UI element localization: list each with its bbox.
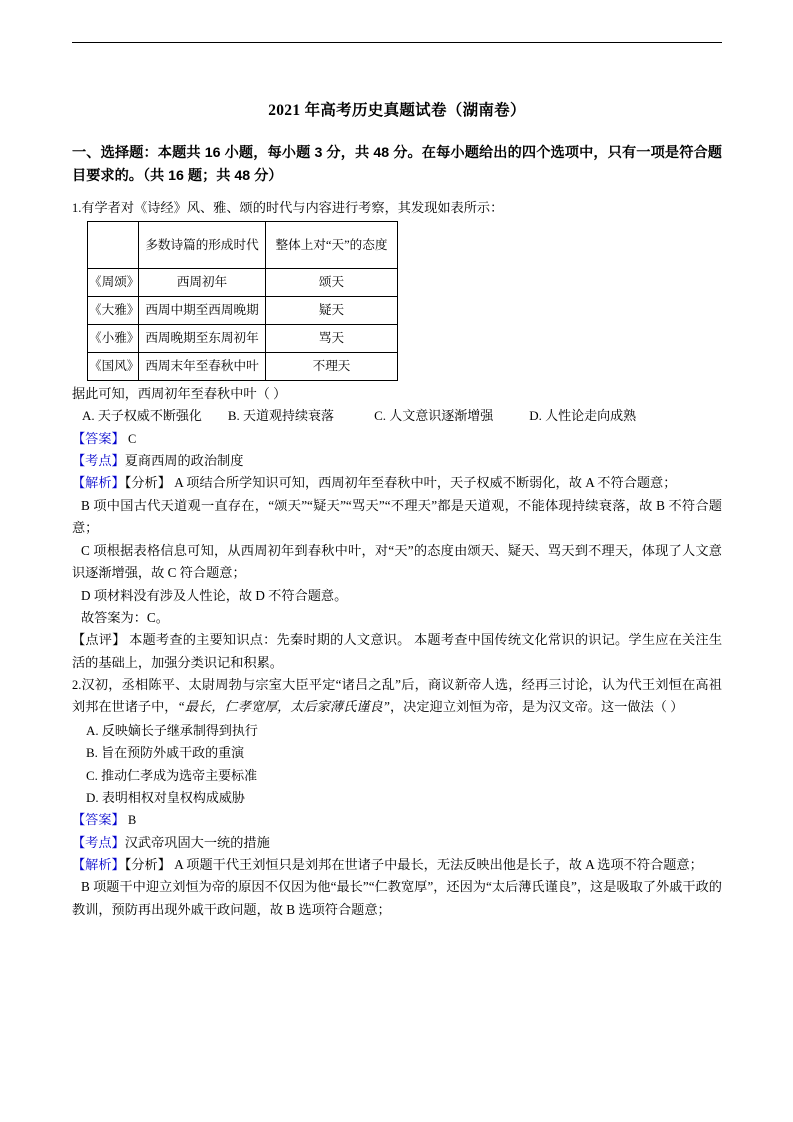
question-1-analysis-conclusion: 故答案为：C。: [81, 609, 169, 625]
question-2-analysis-b: B 项题干中迎立刘恒为帝的原因不仅因为他“最长”“仁教宽厚”，还因为“太后薄氏谨良”，这是吸取了外戚干政的教训，预防再出现外戚干政问题，故 B 选项符合题意；: [72, 879, 722, 917]
table-cell-row2-col1: 西周晚期至东周初年: [139, 325, 266, 353]
question-1-prompt: 据此可知，西周初年至春秋中叶（ ）: [72, 386, 287, 402]
question-1-options: [72, 405, 722, 427]
table-cell-row1-col0: 《大雅》: [88, 297, 139, 325]
table-cell-row2-col2: 骂天: [266, 325, 398, 353]
table-header-cell-0: [88, 222, 139, 269]
kaodian-value: 夏商西周的政治制度: [124, 453, 244, 469]
table-cell-row0-col1: 西周初年: [139, 269, 266, 297]
header-divider-rule: [72, 42, 722, 43]
table-cell-row1-col2: 疑天: [266, 297, 398, 325]
kaodian-value: 汉武帝巩固大一统的措施: [124, 834, 270, 850]
question-1-option-a[interactable]: A. 天子权威不断强化: [82, 408, 202, 424]
dianping-text: 本题考查的主要知识点：先秦时期的人文意识。 本题考查中国传统文化常识的识记。学生应在关注生活的基础上，加强分类识记和积累。: [72, 632, 723, 670]
section-heading: 一、选择题：本题共 16 小题，每小题 3 分，共 48 分。在每小题给出的四个选项中，只有一项是符合题目要求的。（共 16 题；共 48 分）: [72, 144, 722, 184]
answer-value: C: [128, 432, 137, 447]
question-1-option-c[interactable]: C. 人文意识逐渐增强: [374, 408, 494, 424]
table-row: [88, 325, 398, 353]
question-2-option-d[interactable]: D. 表明相权对皇权构成威胁: [86, 790, 245, 806]
fenxi-label: 【分析】: [124, 475, 171, 491]
table-row: [88, 269, 398, 297]
table-cell-row3-col0: 《国风》: [88, 353, 139, 381]
question-2-stem: [72, 674, 722, 717]
question-1-analysis-a: A 项结合所学知识可知，西周初年至春秋中叶，天子权威不断弱化，故 A 不符合题意；: [174, 475, 677, 491]
question-2-number: 2.: [72, 678, 82, 693]
question-2-option-c[interactable]: C. 推动仁孝成为选帝主要标准: [86, 767, 258, 783]
question-2-stem-quote: “最长，仁孝宽厚，太后家薄氏谨良”: [177, 698, 390, 714]
dianping-label: 【点评】: [72, 632, 126, 648]
question-1-answer-line: [72, 428, 722, 450]
question-1-option-b[interactable]: B. 天道观持续衰落: [227, 408, 335, 424]
answer-value: B: [128, 813, 137, 828]
question-1-dianping: [72, 629, 722, 674]
table-cell-row3-col2: 不理天: [266, 353, 398, 381]
jiexi-label: 【解析】: [72, 475, 125, 491]
question-2-analysis-a: A 项题干代王刘恒只是刘邦在世诸子中最长，无法反映出他是长子，故 A 选项不符合题意；: [174, 856, 703, 872]
table-cell-row3-col1: 西周末年至春秋中叶: [139, 353, 266, 381]
table-header-cell-1: 多数诗篇的形成时代: [139, 222, 266, 269]
answer-label: 【答案】: [72, 431, 125, 447]
table-row: [88, 297, 398, 325]
question-1-analysis-b: B 项中国古代天道观一直存在，“颂天”“疑天”“骂天”“不理天”都是天道观，不能体现持续衰落，故 B 不符合题意；: [72, 497, 722, 536]
table-cell-row2-col0: 《小雅》: [88, 325, 139, 353]
table-cell-row1-col1: 西周中期至西周晚期: [139, 297, 266, 325]
question-1-stem: [72, 197, 722, 218]
question-2-answer-line: [72, 809, 722, 831]
fenxi-label: 【分析】: [124, 856, 171, 872]
table-cell-row0-col0: 《周颂》: [88, 269, 139, 297]
question-block-2: [72, 674, 722, 921]
question-2-stem-part2: ，决定迎立刘恒为帝，是为汉文帝。这一做法（ ）: [389, 698, 684, 714]
question-1-number: 1.: [72, 200, 82, 215]
table-header-row: [88, 222, 398, 269]
document-content: [72, 100, 722, 921]
question-2-analysis-head: [72, 854, 722, 876]
answer-label: 【答案】: [72, 812, 125, 828]
table-header-cell-2: 整体上对“天”的态度: [266, 222, 398, 269]
shijing-table: [87, 221, 398, 381]
question-1-stem-text: 有学者对《诗经》风、雅、颂的时代与内容进行考察，其发现如表所示：: [81, 199, 504, 215]
question-2-option-a[interactable]: A. 反映嫡长子继承制得到执行: [86, 723, 258, 739]
table-cell-row0-col2: 颂天: [266, 269, 398, 297]
question-1-analysis-c: C 项根据表格信息可知，从西周初年到春秋中叶，对“天”的态度由颂天、疑天、骂天到不理天，体现了人文意识逐渐增强，故 C 符合题意；: [72, 542, 722, 581]
question-1-option-d[interactable]: D. 人性论走向成熟: [529, 408, 637, 424]
kaodian-label: 【考点】: [72, 834, 125, 850]
question-1-analysis-head: [72, 472, 722, 494]
page-title: 2021 年高考历史真题试卷（湖南卷）: [268, 102, 526, 119]
question-1-analysis-d: D 项材料没有涉及人性论，故 D 不符合题意。: [81, 587, 348, 603]
question-block-1: [72, 197, 722, 675]
question-1-table-wrapper: [87, 221, 722, 381]
question-2-stem-part1: 汉初，丞相陈平、太尉周勃与宗室大臣平定“诸吕之乱”后，商议新帝人选，经再三讨论，认为代王刘恒在高祖刘邦在世诸子中，: [72, 677, 722, 714]
question-2-options: [72, 720, 722, 809]
question-2-kaodian-line: [72, 832, 722, 854]
kaodian-label: 【考点】: [72, 453, 125, 469]
jiexi-label: 【解析】: [72, 856, 125, 872]
table-row: [88, 353, 398, 381]
question-1-kaodian-line: [72, 450, 722, 472]
question-2-option-b[interactable]: B. 旨在预防外戚干政的重演: [86, 745, 245, 761]
